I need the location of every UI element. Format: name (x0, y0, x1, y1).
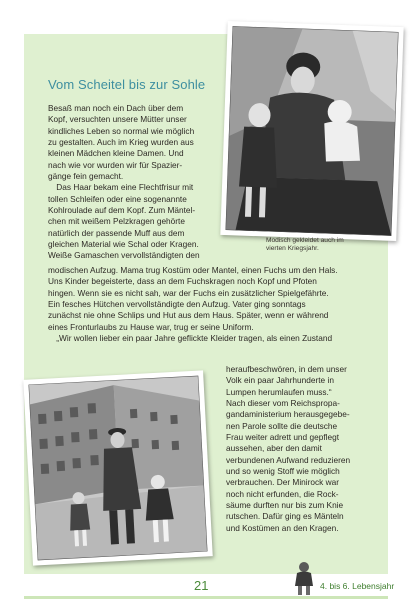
text-line: „Wir wollen lieber ein paar Jahre geflickte Kleider tragen, als einen Zustand (48, 333, 333, 344)
text-line: aussehen, aber den damit (226, 443, 322, 454)
text-line: nach wie vor wurden wir für Spazier- (48, 159, 183, 170)
text-line: tollen Schleifen oder eine sogenannte (48, 193, 187, 204)
text-line: kindliches Leben so normal wie möglich (48, 125, 195, 136)
photo-image (225, 26, 398, 236)
article-column-right (226, 364, 366, 534)
footer-divider (24, 596, 388, 599)
text-line: verbundenen Aufwand reduzieren (226, 454, 351, 465)
text-line: gänge fein gemacht. (48, 171, 124, 182)
text-line: natürlich der passende Muff aus dem (48, 227, 185, 238)
caption-line: vierten Kriegsjahr. (266, 245, 319, 253)
text-line: nen Parole sollte die deutsche (226, 420, 338, 431)
text-line: rutschen. Dafür ging es Mänteln (226, 511, 344, 522)
article-column-left (48, 103, 218, 262)
text-line: verbrauchen. Der Minirock war (226, 477, 339, 488)
article-title: Vom Scheitel bis zur Sohle (48, 77, 206, 92)
text-line: Kopf, versuchten unsere Mütter unser (48, 114, 187, 125)
text-line: Weiße Gamaschen vervollständigten den (48, 250, 200, 261)
text-line: Frau weiter adrett und gepflegt (226, 432, 339, 443)
text-line: modischen Aufzug. Mama trug Kostüm oder Mantel, einen Fuchs um den Hals. (48, 265, 338, 275)
photo-caption (266, 237, 386, 253)
text-line: zu gestalten. Auch im Krieg wurden aus (48, 137, 194, 148)
text-line: eines Fronturlaubs zu Hause war, trug er seine Uniform. (48, 321, 254, 332)
text-line: hingen. Wenn sie es nicht sah, war der Fuchs ein zusätzlicher Spielgefährte. (48, 287, 329, 298)
article-full-width (48, 265, 376, 344)
text-line: zunächst nie ohne Schlips und Hut aus dem Haus. Später, wenn er während (48, 310, 329, 321)
street-photo-father-children (23, 370, 212, 565)
family-photo-mother-children (220, 21, 403, 241)
caption-line: Modisch gekleidet auch im (266, 237, 344, 244)
text-line: Ein fesches Hütchen vervollständigte den Aufzug. Vater ging sonntags (48, 299, 306, 310)
photo-image (29, 376, 208, 561)
text-line: Das Haar bekam eine Flechtfrisur mit (48, 182, 194, 193)
child-figure-icon (290, 560, 318, 596)
text-line: Volk ein paar Jahrhunderte in (226, 375, 334, 386)
section-label: 4. bis 6. Lebensjahr (320, 581, 395, 591)
page-number: 21 (194, 578, 209, 593)
text-line: heraufbeschwören, in dem unser (226, 364, 347, 374)
text-line: Besaß man noch ein Dach über dem (48, 103, 184, 113)
text-line: Uns Kinder begeisterte, dass an dem Fuchskragen noch Kopf und Pfoten (48, 276, 317, 287)
text-line: gleichen Material wie Schal oder Kragen. (48, 239, 199, 250)
text-line: noch nicht erfunden, die Rock- (226, 488, 339, 499)
text-line: und Kostümen an den Kragen. (226, 522, 339, 533)
text-line: Kohlroulade auf dem Kopf. Zum Mäntel- (48, 205, 196, 216)
text-line: kleinen Mädchen kleine Damen. Und (48, 148, 184, 159)
text-line: gandaministerium herausgegebe- (226, 409, 350, 420)
text-line: Lumpen herumlaufen muss.“ (226, 386, 332, 397)
text-line: und so wenig Stoff wie möglich (226, 466, 340, 477)
text-line: Nach dieser vom Reichspropa- (226, 398, 340, 409)
text-line: säume durften nur bis zum Knie (226, 500, 344, 511)
text-line: chen mit weißem Pelzkragen gehörte (48, 216, 185, 227)
